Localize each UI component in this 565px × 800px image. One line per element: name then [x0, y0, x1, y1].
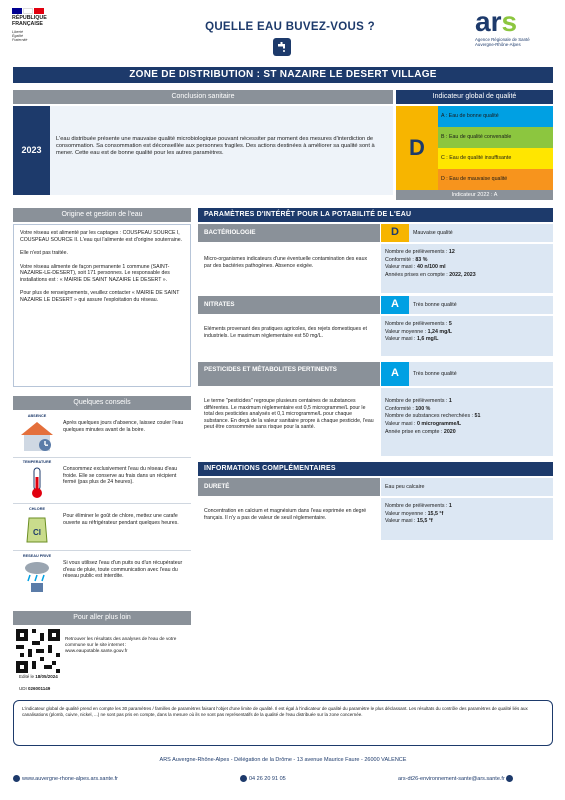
stat-key: Nombre de substances recherchées :: [385, 413, 475, 420]
section-title-durete: DURETÉ: [198, 478, 380, 496]
edit-date: [19, 674, 58, 680]
desc-pesticides: Le terme "pesticides" regroupe plusieurs centaines de substances différentes. Le maximum réglementaire est 0,5 microgramme/L pour le total des pesticides analysés et 0,1 microgramme/L pour chaque substance. En deçà de la valeur sanitaire propre à chaque pesticide, l'eau peut être consommée sans risque pour la santé.: [204, 398, 374, 430]
previous-indicator: Indicateur 2022 : A: [396, 190, 553, 200]
stat-value: 83 %: [415, 256, 428, 263]
label-pesticides: Très bonne qualité: [409, 362, 553, 386]
stat-row: [385, 406, 549, 414]
grade-pesticides: A: [381, 362, 409, 386]
phone-icon: [240, 775, 247, 782]
tap-icon: [273, 38, 291, 56]
stat-key: Valeur maxi :: [385, 264, 417, 271]
stat-value: 15,5 °f: [427, 510, 444, 517]
stat-key: Nombre de prélèvements :: [385, 503, 449, 509]
tip-label-absence: ABSENCE: [27, 414, 47, 418]
stat-key: Conformité :: [385, 405, 416, 412]
ars-subtitle: Agence Régionale de Santé Auvergne-Rhône-Alpes: [475, 37, 530, 48]
tip-reseau-prive: [13, 552, 191, 598]
grade-bacteriologie: D: [381, 224, 409, 242]
desc-nitrates: Eléments provenant des pratiques agricoles, des rejets domestiques et industriels. Le maximum réglementaire est 50 mg/L.: [204, 326, 367, 339]
rf-line2: FRANÇAISE: [12, 20, 43, 27]
edit-prefix: Edité le: [19, 674, 36, 679]
qr-code-icon[interactable]: [16, 629, 60, 673]
stat-value: 5: [448, 321, 452, 327]
stat-row: [385, 421, 549, 429]
conclusion-year: 2023: [13, 106, 50, 195]
tip-text-chlore: Pour éliminer le goût de chlore, mettez une carafe ouverte au réfrigérateur pendant quelques heures.: [63, 513, 179, 526]
label-durete: Eau peu calcaire: [381, 478, 553, 496]
tip-label-temperature: TEMPERATURE: [22, 460, 52, 464]
stat-value: 1: [448, 503, 452, 509]
stat-value: 12: [448, 249, 455, 255]
stat-row: [385, 272, 549, 280]
origin-p3: Votre réseau alimente de façon permanente 1 commune (SAINT-NAZAIRE-LE-DESERT), soit 171 personnes. Le responsable des installations est : « MAIRIE DE SAINT NAZAIRE LE DESERT ».: [20, 263, 170, 283]
section-title-nitrates: NITRATES: [198, 296, 380, 314]
tip-text-temperature: Consommez exclusivement l'eau du réseau d'eau froide. Elle se conserve au frais dans un récipient fermé (pas plus de 24 heures).: [63, 466, 178, 485]
stat-key: Valeur maxi :: [385, 518, 417, 525]
legend-c-label: C : Eau de qualité insuffisante: [441, 155, 512, 161]
stat-row: [385, 321, 549, 329]
legend-b-label: B : Eau de qualité convenable: [441, 134, 512, 140]
stat-row: [385, 264, 549, 272]
stat-key: Nombre de prélèvements :: [385, 249, 449, 255]
stat-row: [385, 257, 549, 265]
stat-row: [385, 413, 549, 421]
tips-heading: Quelques conseils: [13, 396, 191, 410]
origin-p2: Elle n'est pas traitée.: [20, 250, 68, 256]
stat-row: [385, 249, 549, 257]
legend-a: [438, 106, 553, 127]
stat-row: [385, 518, 549, 526]
origin-heading: Origine et gestion de l'eau: [13, 208, 191, 222]
stat-key: Conformité :: [385, 256, 416, 263]
tip-chlore: [13, 505, 191, 551]
french-flag-icon: [12, 8, 66, 14]
legend-d: [438, 169, 553, 190]
stat-key: Valeur moyenne :: [385, 328, 428, 335]
conclusion-text: L'eau distribuée présente une mauvaise qualité microbiologique pouvant nécessiter par moment des mesures d'interdiction de consommation. Sa consommation est déconseillée aux personnes fragiles. Des actions destinées à améliorer sa qualité sont à mener. Cette eau est de bonne qualité pour les autres paramètres.: [50, 106, 393, 195]
legend-d-label: D : Eau de mauvaise qualité: [441, 176, 508, 182]
info-heading: INFORMATIONS COMPLÉMENTAIRES: [198, 462, 553, 476]
section-title-bacteriologie: BACTÉRIOLOGIE: [198, 224, 380, 242]
stat-value: 0 microgramme/L: [417, 421, 462, 428]
republique-francaise-logo: [12, 8, 66, 60]
stat-row: [385, 329, 549, 337]
thermometer-icon: [15, 460, 59, 502]
stat-row: [385, 336, 549, 344]
more-heading: Pour aller plus loin: [13, 611, 191, 625]
stat-key: Nombre de prélèvements :: [385, 398, 449, 404]
stat-key: Nombre de prélèvements :: [385, 321, 449, 327]
stat-value: 2022, 2023: [449, 272, 476, 279]
stat-key: Année prise en compte :: [385, 428, 444, 435]
legend-a-label: A : Eau de bonne qualité: [441, 113, 499, 119]
rf-line1: RÉPUBLIQUE: [12, 15, 47, 21]
stat-key: Valeur maxi :: [385, 421, 417, 428]
footer-phone[interactable]: [240, 775, 286, 783]
rf-motto: Liberté Égalité Fraternité: [12, 29, 28, 43]
svg-text:Cl: Cl: [33, 527, 41, 537]
stat-value: 1,24 mg/L: [427, 328, 453, 335]
stat-value: 1,6 mg/L: [417, 336, 439, 343]
origin-body: [13, 224, 191, 387]
label-nitrates: Très bonne qualité: [409, 296, 553, 314]
footnote: L'indicateur global de qualité prend en compte les 30 paramètres / familles de paramètres faisant l'objet d'une limite de qualité. Il est égal à l'indicateur de qualité du paramètre le plus déclassant. Les résultats du contrôle des paramètres de qualité liés aux canalisations (plomb, cuivre, nickel, ...) ne sont pas pris en compte, dans la mesure où ils ne sont pas représentatifs de la qualité de l'eau distribuée sur la zone concernée.: [13, 700, 553, 746]
udi-prefix: UDI: [19, 686, 28, 691]
tip-text-absence: Après quelques jours d'absence, laissez couler l'eau quelques minutes avant de la boire.: [63, 420, 184, 433]
stat-value: 2020: [443, 428, 456, 435]
footer-tel-text[interactable]: 04 26 20 91 05: [249, 775, 286, 782]
origin-p1: Votre réseau est alimenté par les captages : COUSPEAU SOURCE I, COUSPEAU SOURCE II. L'eau qui l'alimente est d'origine souterraine.: [20, 230, 183, 243]
tip-label-reseau-prive: RESEAU PRIVE: [22, 554, 52, 558]
stats-pesticides: [381, 388, 553, 456]
label-bacteriologie: Mauvaise qualité: [409, 224, 553, 242]
rain-collector-icon: [15, 554, 59, 596]
udi-code: [19, 686, 50, 692]
stat-key: Valeur moyenne :: [385, 510, 428, 517]
more-text: Retrouver les résultats des analyses de l'eau de votre commune sur le site internet : www.eaupotable.sante.gouv.fr: [65, 636, 177, 653]
footer-mail-text[interactable]: ars-dt26-environnement-sante@ars.sante.fr: [398, 775, 505, 782]
stats-bacteriologie: [381, 244, 553, 293]
legend-b: [438, 127, 553, 148]
stat-key: Valeur maxi :: [385, 336, 417, 343]
tip-temperature: [13, 458, 191, 504]
stats-durete: [381, 498, 553, 540]
footer-web[interactable]: [13, 775, 118, 783]
desc-durete: Concentration en calcium et magnésium dans l'eau exprimée en degré français. Il n'y a pas de valeur de seuil réglementaire.: [204, 508, 367, 521]
stat-row: [385, 503, 549, 511]
stat-value: 40 n/100 ml: [417, 264, 446, 271]
footer-address: ARS Auvergne-Rhône-Alpes - Délégation de la Drôme - 13 avenue Maurice Faure - 26000 VALENCE: [159, 757, 407, 763]
zone-banner: ZONE DE DISTRIBUTION : ST NAZAIRE LE DESERT VILLAGE: [13, 67, 553, 83]
ars-logo: ars Agence Régionale de Santé Auvergne-Rhône-Alpes: [475, 8, 555, 63]
edit-date-value: 18/05/2024: [35, 674, 58, 679]
stat-value: 1: [448, 398, 452, 404]
house-icon: [15, 414, 59, 456]
stat-value: 15,5 °f: [417, 518, 433, 525]
stat-value: 51: [474, 413, 481, 420]
tip-text-reseau-prive: Si vous utilisez l'eau d'un puits ou d'un récupérateur d'eau de pluie, toute communication avec l'eau du réseau public est interdite.: [63, 560, 183, 579]
origin-p4: Pour plus de renseignements, veuillez contacter « MAIRIE DE SAINT NAZAIRE LE DESERT » qui assure l'exploitation du réseau.: [20, 290, 180, 303]
stat-row: [385, 429, 549, 437]
desc-bacteriologie: Micro-organismes indicateurs d'une éventuelle contamination des eaux par des bactéries pathogènes. Absence exigée.: [204, 256, 368, 269]
indicator-heading: Indicateur global de qualité: [396, 90, 553, 104]
tip-absence: [13, 412, 191, 458]
conclusion-heading: Conclusion sanitaire: [13, 90, 393, 104]
mail-icon: [506, 775, 513, 782]
stat-key: Années prises en compte :: [385, 272, 450, 279]
stats-nitrates: [381, 316, 553, 356]
footer-email[interactable]: [398, 775, 515, 783]
chlorine-carafe-icon: [15, 507, 59, 549]
stat-value: 100 %: [415, 405, 431, 412]
section-title-pesticides: PESTICIDES ET MÉTABOLITES PERTINENTS: [198, 362, 380, 386]
footer-web-text[interactable]: www.auvergne-rhone-alpes.ars.sante.fr: [22, 775, 118, 782]
stat-row: [385, 398, 549, 406]
page-title: QUELLE EAU BUVEZ-VOUS ?: [205, 21, 375, 33]
globe-icon: [13, 775, 20, 782]
stat-row: [385, 511, 549, 519]
legend-c: [438, 148, 553, 169]
global-grade: D: [396, 106, 438, 190]
grade-nitrates: A: [381, 296, 409, 314]
params-heading: PARAMÈTRES D'INTÉRÊT POUR LA POTABILITÉ DE L'EAU: [198, 208, 553, 222]
udi-value: 026001149: [28, 686, 51, 691]
tip-label-chlore: CHLORE: [28, 507, 46, 511]
